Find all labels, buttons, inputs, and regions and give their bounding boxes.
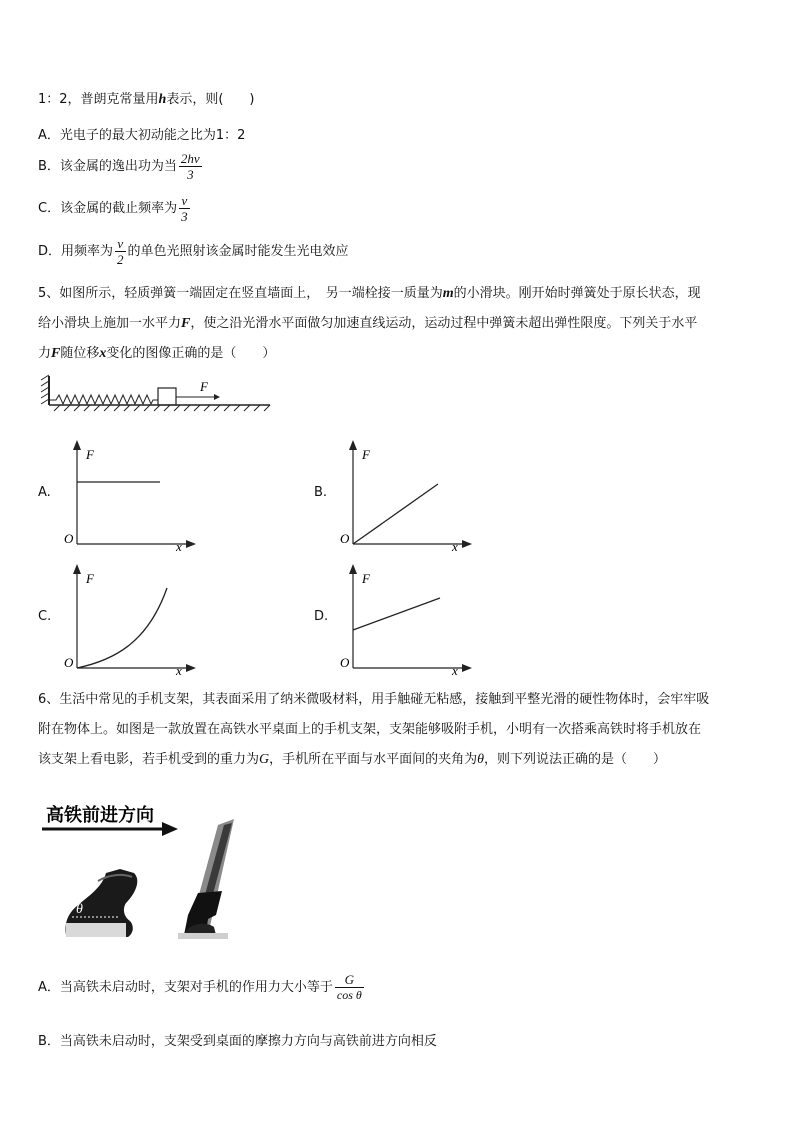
q4-option-d-pre: D．用频率为 xyxy=(38,244,114,259)
graph-d-letter: D. xyxy=(314,609,329,624)
phone-stand-photo xyxy=(38,795,248,945)
graph-c-curve xyxy=(77,588,167,668)
stand-right-icon xyxy=(178,819,234,939)
q4-stem-var: h xyxy=(158,92,167,107)
arrowhead-icon xyxy=(73,564,81,574)
arrowhead-icon xyxy=(349,564,357,574)
graph-a xyxy=(60,440,200,552)
q4-option-b-fraction xyxy=(179,151,202,182)
q6-var-g: G xyxy=(259,752,270,767)
q5-text: 给小滑块上施加一水平力 xyxy=(38,316,182,331)
arrowhead-icon xyxy=(186,664,196,672)
fraction-denominator: 3 xyxy=(187,167,194,182)
q4-option-b xyxy=(38,151,204,182)
graph-d-curve xyxy=(353,598,440,630)
graph-b-letter: B. xyxy=(314,485,328,500)
graph-c-ylabel: F xyxy=(86,571,94,586)
q4-option-c xyxy=(38,193,192,224)
arrowhead-icon xyxy=(214,394,220,400)
fraction-numerator: G xyxy=(335,972,364,988)
photo-angle: θ xyxy=(76,902,83,917)
q6-text: ，手机所在平面与水平面间的夹角为 xyxy=(269,752,478,767)
graph-b-xlabel: x xyxy=(452,539,458,552)
block-icon xyxy=(158,388,176,405)
q4-stem xyxy=(38,88,255,108)
graph-b-ylabel: F xyxy=(362,447,370,462)
graph-a-letter: A. xyxy=(38,485,51,500)
q5-text: 5、如图所示，轻质弹簧一端固定在竖直墙面上， 另一端栓接一质量为 xyxy=(38,286,443,301)
q5-text: 变化的图像正确的是（ ） xyxy=(106,346,276,361)
arrowhead-icon xyxy=(462,664,472,672)
fraction-numerator: ν xyxy=(179,193,190,209)
q5-stem-line2 xyxy=(38,312,697,332)
q4-option-a: A．光电子的最大初动能之比为1：2 xyxy=(38,128,246,143)
spring-icon xyxy=(49,395,158,404)
arrowhead-icon xyxy=(349,440,357,450)
q5-text: 随位移 xyxy=(60,346,100,361)
q5-text: 的小滑块。刚开始时弹簧处于原长状态，现 xyxy=(453,286,701,301)
q5-text: 力 xyxy=(38,346,52,361)
graph-d-ylabel: F xyxy=(362,571,370,586)
fraction-denominator: cos θ xyxy=(336,988,362,1002)
wall-icon xyxy=(41,375,49,405)
arrowhead-icon xyxy=(462,540,472,548)
q4-stem-text-a: 1：2，普朗克常量用 xyxy=(38,92,159,107)
arrowhead-icon xyxy=(73,440,81,450)
graph-a-ylabel: F xyxy=(86,447,94,462)
q6-option-b: B．当高铁未启动时，支架受到桌面的摩擦力方向与高铁前进方向相反 xyxy=(38,1034,437,1049)
graph-d-xlabel: x xyxy=(452,663,458,676)
graph-a-origin: O xyxy=(64,531,74,546)
q4-option-d-fraction xyxy=(115,236,126,267)
graph-b xyxy=(336,440,476,552)
graph-b-origin: O xyxy=(340,531,350,546)
force-label: F xyxy=(200,379,208,394)
q6-stem-line1: 6、生活中常见的手机支架，其表面采用了纳米微吸材料，用手触碰无粘感，接触到平整光滑的硬性物体时，会牢牢吸 xyxy=(38,692,710,707)
q4-option-c-fraction xyxy=(179,193,190,224)
q4-option-c-text: C．该金属的截止频率为 xyxy=(38,201,178,216)
q5-stem-line3 xyxy=(38,342,275,362)
graph-a-xlabel: x xyxy=(176,539,182,552)
q4-option-d xyxy=(38,236,349,267)
fraction-numerator: 2hν xyxy=(180,151,200,166)
ground-icon xyxy=(49,405,270,411)
q6-var-theta: θ xyxy=(477,752,485,767)
arrowhead-icon xyxy=(186,540,196,548)
graph-d xyxy=(336,564,476,676)
graph-d-origin: O xyxy=(340,655,350,670)
graph-b-curve xyxy=(353,484,438,544)
q6-option-a-text: A．当高铁未启动时，支架对手机的作用力大小等于 xyxy=(38,980,333,995)
q5-var-m: m xyxy=(442,286,454,301)
q6-text: ，则下列说法正确的是（ ） xyxy=(484,752,667,767)
fraction-numerator: ν xyxy=(115,236,126,252)
arrowhead-icon xyxy=(162,822,178,836)
stand-left-icon xyxy=(66,869,138,937)
q5-var-f: F xyxy=(51,346,61,361)
graph-c xyxy=(60,564,200,676)
q4-option-d-post: 的单色光照射该金属时能发生光电效应 xyxy=(127,244,349,259)
q6-text: 该支架上看电影，若手机受到的重力为 xyxy=(38,752,260,767)
q6-option-a xyxy=(38,972,366,1003)
q4-stem-text-b: 表示，则( ) xyxy=(166,92,255,107)
q6-option-a-fraction xyxy=(335,972,364,1003)
fraction-denominator: 2 xyxy=(117,252,124,267)
q5-var-f: F xyxy=(181,316,191,331)
graph-c-origin: O xyxy=(64,655,74,670)
graph-c-xlabel: x xyxy=(176,663,182,676)
q6-stem-line2: 附在物体上。如图是一款放置在高铁水平桌面上的手机支架，支架能够吸附手机，小明有一次搭乘高铁时将手机放在 xyxy=(38,722,702,737)
graph-c-letter: C. xyxy=(38,609,52,624)
q5-stem-line1 xyxy=(38,282,701,302)
photo-caption: 高铁前进方向 xyxy=(46,805,154,826)
fraction-denominator: 3 xyxy=(181,209,188,224)
spring-block-diagram xyxy=(38,372,274,412)
q5-text: ，使之沿光滑水平面做匀加速直线运动，运动过程中弹簧未超出弹性限度。下列关于水平 xyxy=(190,316,698,331)
q6-stem-line3 xyxy=(38,748,666,768)
q4-option-b-text: B．该金属的逸出功为当 xyxy=(38,159,177,174)
q5-var-x: x xyxy=(99,346,107,361)
